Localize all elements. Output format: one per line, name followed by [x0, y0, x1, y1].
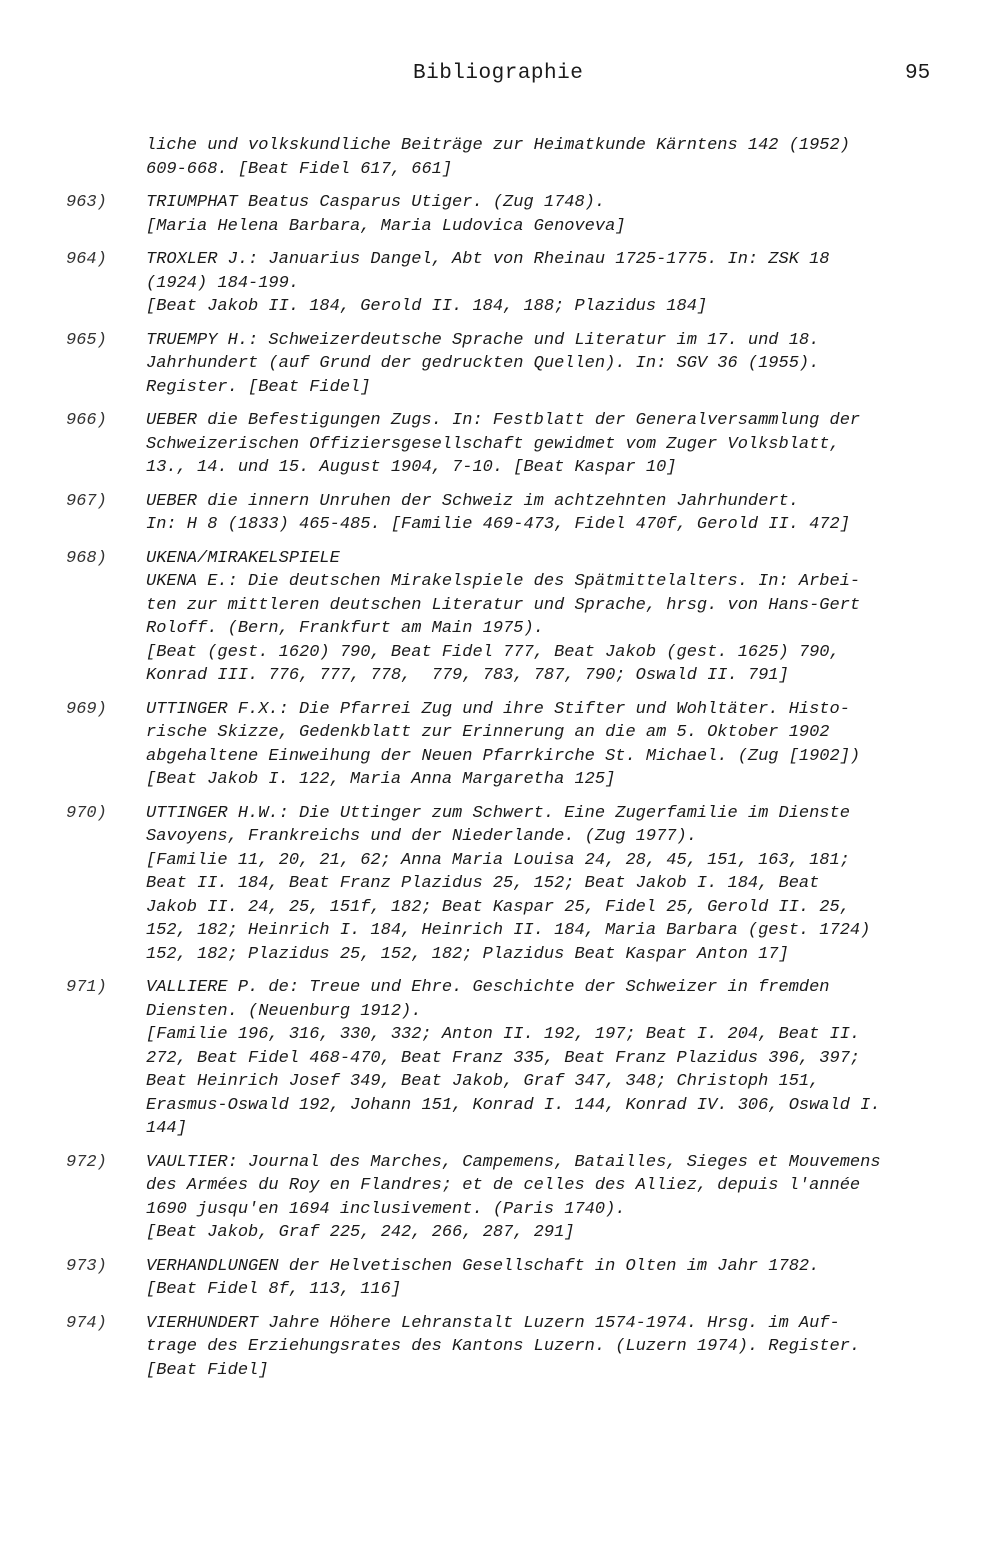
- entry-line: Beat II. 184, Beat Franz Plazidus 25, 152; Beat Jakob I. 184, Beat: [146, 874, 820, 893]
- entry-line: VIERHUNDERT Jahre Höhere Lehranstalt Luzern 1574-1974. Hrsg. im Auf-: [146, 1313, 840, 1333]
- entry-text: [146, 409, 976, 480]
- entry-line: VAULTIER: Journal des Marches, Campemens, Batailles, Sieges et Mouvemens: [146, 1152, 881, 1172]
- entry-text: [146, 191, 976, 238]
- entry-line: TRIUMPHAT Beatus Casparus Utiger. (Zug 1748).: [146, 193, 606, 212]
- entry-line: 272, Beat Fidel 468-470, Beat Franz 335, Beat Franz Plazidus 396, 397;: [146, 1048, 861, 1068]
- entry-line: [Beat (gest. 1620) 790, Beat Fidel 777, Beat Jakob (gest. 1625) 790,: [146, 642, 840, 662]
- entry-number: 972): [66, 1152, 107, 1172]
- entry-line: des Armées du Roy en Flandres; et de celles des Alliez, depuis l'année: [146, 1176, 861, 1195]
- entry-line: liche und volkskundliche Beiträge zur Heimatkunde Kärntens 142 (1952): [146, 136, 850, 155]
- entry-text: [146, 248, 976, 319]
- entry-line: 152, 182; Plazidus 25, 152, 182; Plazidus Beat Kaspar Anton 17]: [146, 944, 789, 964]
- entry-number: 970): [66, 803, 107, 823]
- entry-text: [146, 1255, 976, 1302]
- entry-text: [146, 976, 976, 1141]
- bibliography-entry: [0, 134, 1000, 181]
- entry-line: [Beat Fidel 8f, 113, 116]: [146, 1280, 402, 1299]
- entry-number: 973): [66, 1256, 107, 1276]
- entry-number: 974): [66, 1313, 107, 1333]
- entry-line: 144]: [146, 1119, 187, 1138]
- entry-line: Register. [Beat Fidel]: [146, 377, 371, 397]
- entry-number: 969): [66, 699, 107, 719]
- entry-line: Jakob II. 24, 25, 151f, 182; Beat Kaspar 25, Fidel 25, Gerold II. 25,: [146, 897, 850, 917]
- entry-line: [Beat Jakob I. 122, Maria Anna Margaretha 125]: [146, 770, 616, 789]
- entry-line: Schweizerischen Offiziersgesellschaft gewidmet vom Zuger Volksblatt,: [146, 434, 840, 454]
- entry-line: Diensten. (Neuenburg 1912).: [146, 1001, 422, 1021]
- entry-line: UTTINGER H.W.: Die Uttinger zum Schwert. Eine Zugerfamilie im Dienste: [146, 803, 850, 823]
- bibliography-entry: [0, 1151, 1000, 1245]
- bibliography-entry: [0, 976, 1000, 1141]
- bibliography-entry: [0, 409, 1000, 480]
- entry-text: [146, 1312, 976, 1383]
- bibliography-entry: [0, 1255, 1000, 1302]
- entry-text: [146, 329, 976, 400]
- entry-line: abgehaltene Einweihung der Neuen Pfarrkirche St. Michael. (Zug [1902]): [146, 746, 861, 766]
- entry-line: Jahrhundert (auf Grund der gedruckten Quellen). In: SGV 36 (1955).: [146, 354, 820, 373]
- entry-line: ten zur mittleren deutschen Literatur und Sprache, hrsg. von Hans-Gert: [146, 595, 861, 615]
- entry-line: UEBER die innern Unruhen der Schweiz im achtzehnten Jahrhundert.: [146, 491, 799, 511]
- entry-line: UTTINGER F.X.: Die Pfarrei Zug und ihre Stifter und Wohltäter. Histo-: [146, 699, 850, 719]
- entry-number: 968): [66, 548, 107, 568]
- bibliography-entry: [0, 1312, 1000, 1383]
- entry-line: [Beat Fidel]: [146, 1360, 269, 1380]
- entry-line: [Maria Helena Barbara, Maria Ludovica Genoveva]: [146, 216, 626, 236]
- entry-line: Konrad III. 776, 777, 778, 779, 783, 787, 790; Oswald II. 791]: [146, 666, 789, 685]
- bibliography-list: [0, 134, 1000, 1392]
- entry-text: [146, 134, 976, 181]
- bibliography-entry: [0, 698, 1000, 792]
- entry-line: 152, 182; Heinrich I. 184, Heinrich II. 184, Maria Barbara (gest. 1724): [146, 921, 871, 940]
- bibliography-entry: [0, 547, 1000, 688]
- entry-line: TROXLER J.: Januarius Dangel, Abt von Rheinau 1725-1775. In: ZSK 18: [146, 250, 830, 269]
- entry-line: UKENA/MIRAKELSPIELE: [146, 548, 340, 568]
- entry-line: VALLIERE P. de: Treue und Ehre. Geschichte der Schweizer in fremden: [146, 978, 830, 997]
- bibliography-entry: [0, 191, 1000, 238]
- entry-text: [146, 1151, 976, 1245]
- page-title: Bibliographie: [413, 62, 584, 85]
- entry-line: [Beat Jakob, Graf 225, 242, 266, 287, 291]: [146, 1223, 575, 1242]
- page-header: [0, 62, 1000, 92]
- entry-line: UKENA E.: Die deutschen Mirakelspiele des Spätmittelalters. In: Arbei-: [146, 572, 861, 591]
- entry-line: Roloff. (Bern, Frankfurt am Main 1975).: [146, 619, 544, 638]
- entry-line: Savoyens, Frankreichs und der Niederlande. (Zug 1977).: [146, 827, 697, 846]
- entry-number: 963): [66, 193, 107, 212]
- entry-line: UEBER die Befestigungen Zugs. In: Festblatt der Generalversammlung der: [146, 411, 861, 430]
- entry-text: [146, 490, 976, 537]
- entry-line: [Familie 196, 316, 330, 332; Anton II. 192, 197; Beat I. 204, Beat II.: [146, 1025, 861, 1044]
- entry-line: rische Skizze, Gedenkblatt zur Erinnerung an die am 5. Oktober 1902: [146, 723, 830, 742]
- entry-line: [Familie 11, 20, 21, 62; Anna Maria Louisa 24, 28, 45, 151, 163, 181;: [146, 850, 850, 870]
- entry-text: [146, 547, 976, 688]
- bibliography-entry: [0, 802, 1000, 967]
- entry-number: 971): [66, 978, 107, 997]
- entry-line: trage des Erziehungsrates des Kantons Luzern. (Luzern 1974). Register.: [146, 1337, 861, 1356]
- entry-line: Erasmus-Oswald 192, Johann 151, Konrad I. 144, Konrad IV. 306, Oswald I.: [146, 1095, 881, 1115]
- page-number: 95: [905, 62, 931, 85]
- entry-line: (1924) 184-199.: [146, 273, 300, 293]
- entry-line: In: H 8 (1833) 465-485. [Familie 469-473, Fidel 470f, Gerold II. 472]: [146, 515, 850, 534]
- entry-line: TRUEMPY H.: Schweizerdeutsche Sprache und Literatur im 17. und 18.: [146, 330, 820, 350]
- entry-number: 966): [66, 411, 107, 430]
- entry-line: 13., 14. und 15. August 1904, 7-10. [Beat Kaspar 10]: [146, 458, 677, 477]
- entry-text: [146, 698, 976, 792]
- entry-line: 609-668. [Beat Fidel 617, 661]: [146, 159, 453, 179]
- entry-number: 967): [66, 491, 107, 511]
- entry-line: Beat Heinrich Josef 349, Beat Jakob, Graf 347, 348; Christoph 151,: [146, 1072, 820, 1091]
- bibliography-entry: [0, 248, 1000, 319]
- entry-number: 965): [66, 330, 107, 350]
- bibliography-entry: [0, 329, 1000, 400]
- entry-line: [Beat Jakob II. 184, Gerold II. 184, 188; Plazidus 184]: [146, 297, 708, 316]
- entry-line: 1690 jusqu'en 1694 inclusivement. (Paris 1740).: [146, 1199, 626, 1219]
- entry-number: 964): [66, 250, 107, 269]
- entry-text: [146, 802, 976, 967]
- bibliography-entry: [0, 490, 1000, 537]
- entry-line: VERHANDLUNGEN der Helvetischen Gesellschaft in Olten im Jahr 1782.: [146, 1256, 820, 1276]
